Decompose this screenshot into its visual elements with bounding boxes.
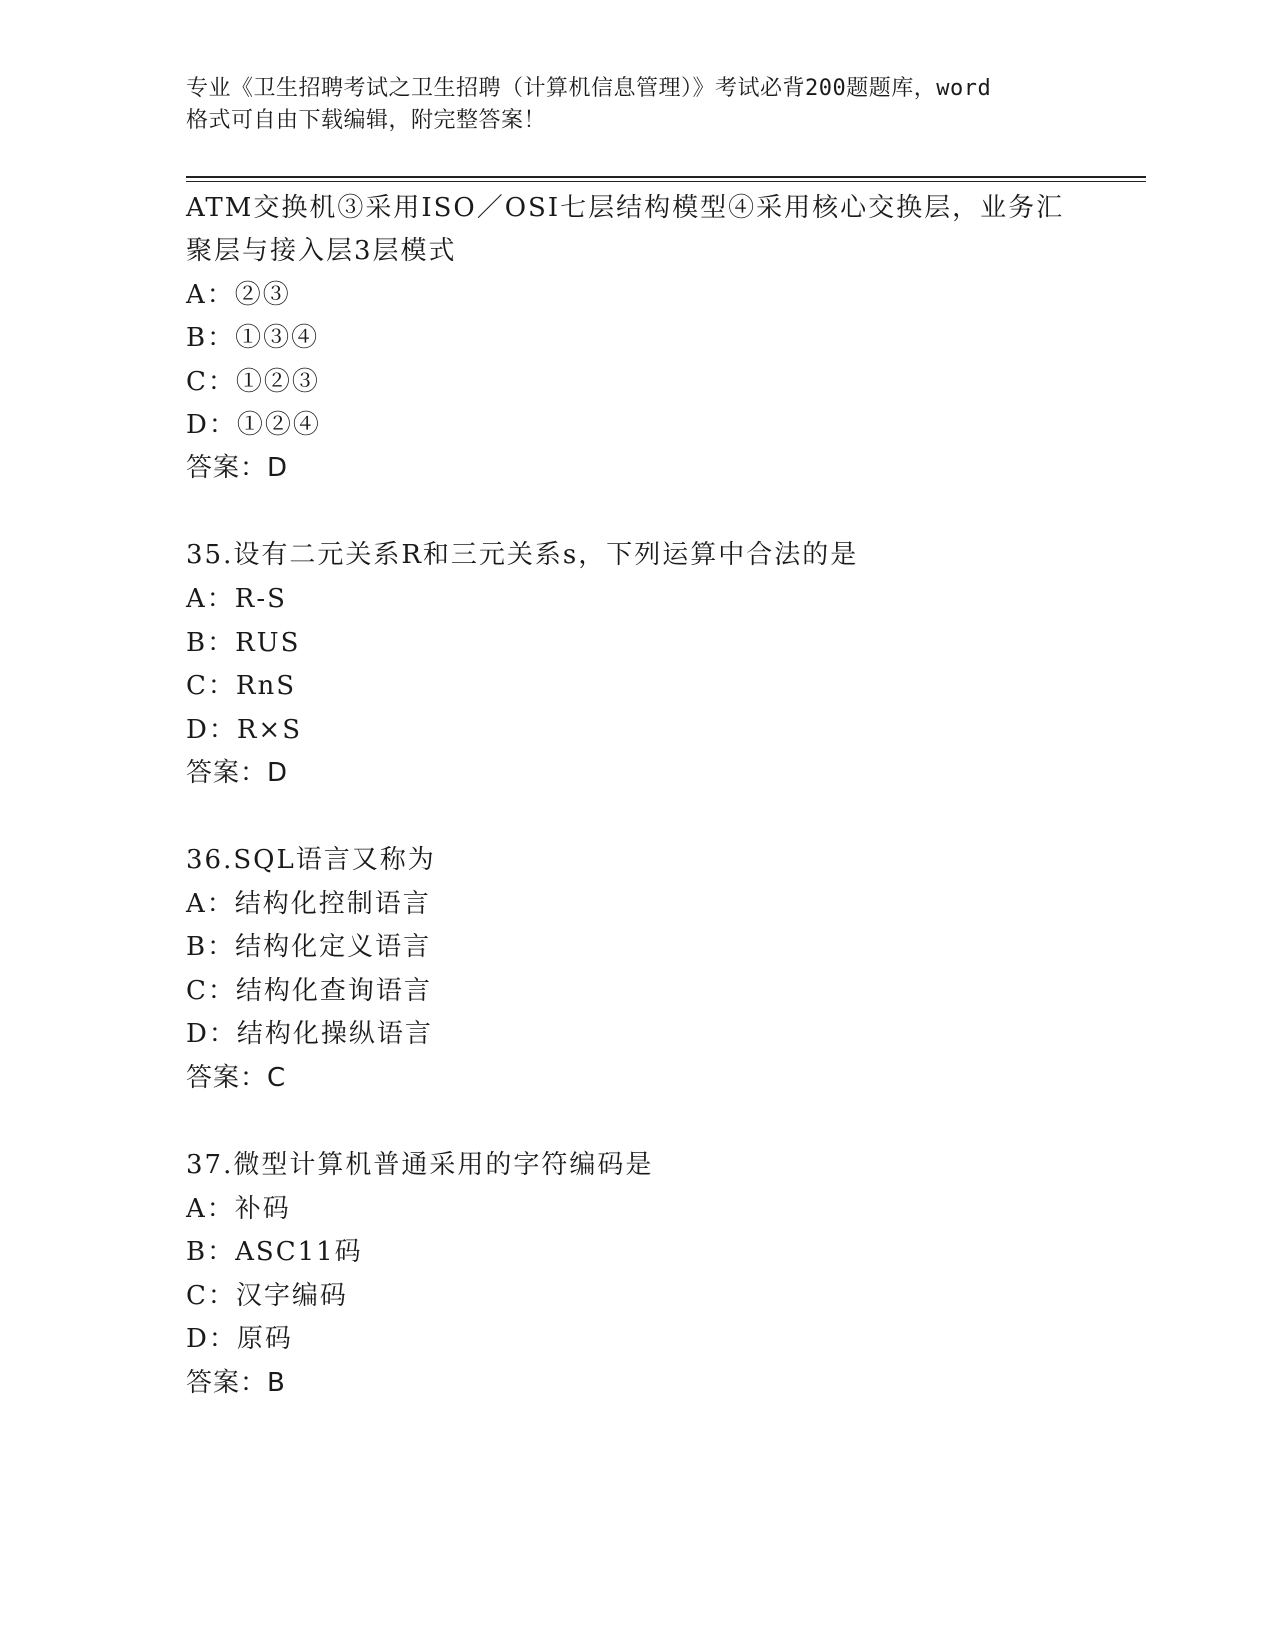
question-37-stem: 37.微型计算机普通采用的字符编码是 — [186, 1150, 654, 1180]
question-34-option-c: C：①②③ — [186, 367, 320, 397]
question-34-option-b: B：①③④ — [186, 323, 320, 353]
question-34-stem-line-1: ATM交换机③采用ISO／OSI七层结构模型④采用核心交换层，业务汇 — [186, 193, 1065, 223]
question-37-option-c: C：汉字编码 — [186, 1281, 348, 1311]
question-35-option-d: D：R×S — [186, 715, 303, 745]
header-line-1: 专业《卫生招聘考试之卫生招聘（计算机信息管理）》考试必背200题题库，word — [186, 76, 992, 101]
question-36-answer: 答案：C — [186, 1063, 287, 1093]
question-37-option-d: D：原码 — [186, 1324, 293, 1354]
question-36-option-d: D：结构化操纵语言 — [186, 1019, 433, 1049]
question-37-option-b: B：ASC11码 — [186, 1237, 363, 1267]
header-divider-thin — [186, 181, 1146, 182]
question-36-option-a: A：结构化控制语言 — [186, 889, 431, 919]
question-36-option-c: C：结构化查询语言 — [186, 976, 432, 1006]
question-34-option-a: A：②③ — [186, 280, 291, 310]
question-35-option-c: C：RnS — [186, 671, 297, 701]
question-34-option-d: D：①②④ — [186, 410, 321, 440]
question-34-stem-line-2: 聚层与接入层3层模式 — [186, 236, 457, 266]
question-37-option-a: A：补码 — [186, 1194, 291, 1224]
question-35-option-b: B：RUS — [186, 628, 301, 658]
question-35-stem: 35.设有二元关系R和三元关系s，下列运算中合法的是 — [186, 540, 859, 570]
document-header — [186, 73, 1086, 137]
question-37-answer: 答案：B — [186, 1368, 286, 1398]
question-35-option-a: A：R-S — [186, 584, 287, 614]
question-36-stem: 36.SQL语言又称为 — [186, 845, 436, 875]
question-36-option-b: B：结构化定义语言 — [186, 932, 432, 962]
header-line-2: 格式可自由下载编辑，附完整答案！ — [186, 108, 547, 133]
header-divider-thick — [186, 176, 1146, 178]
question-35-answer: 答案：D — [186, 758, 289, 788]
question-34-answer: 答案：D — [186, 453, 289, 483]
